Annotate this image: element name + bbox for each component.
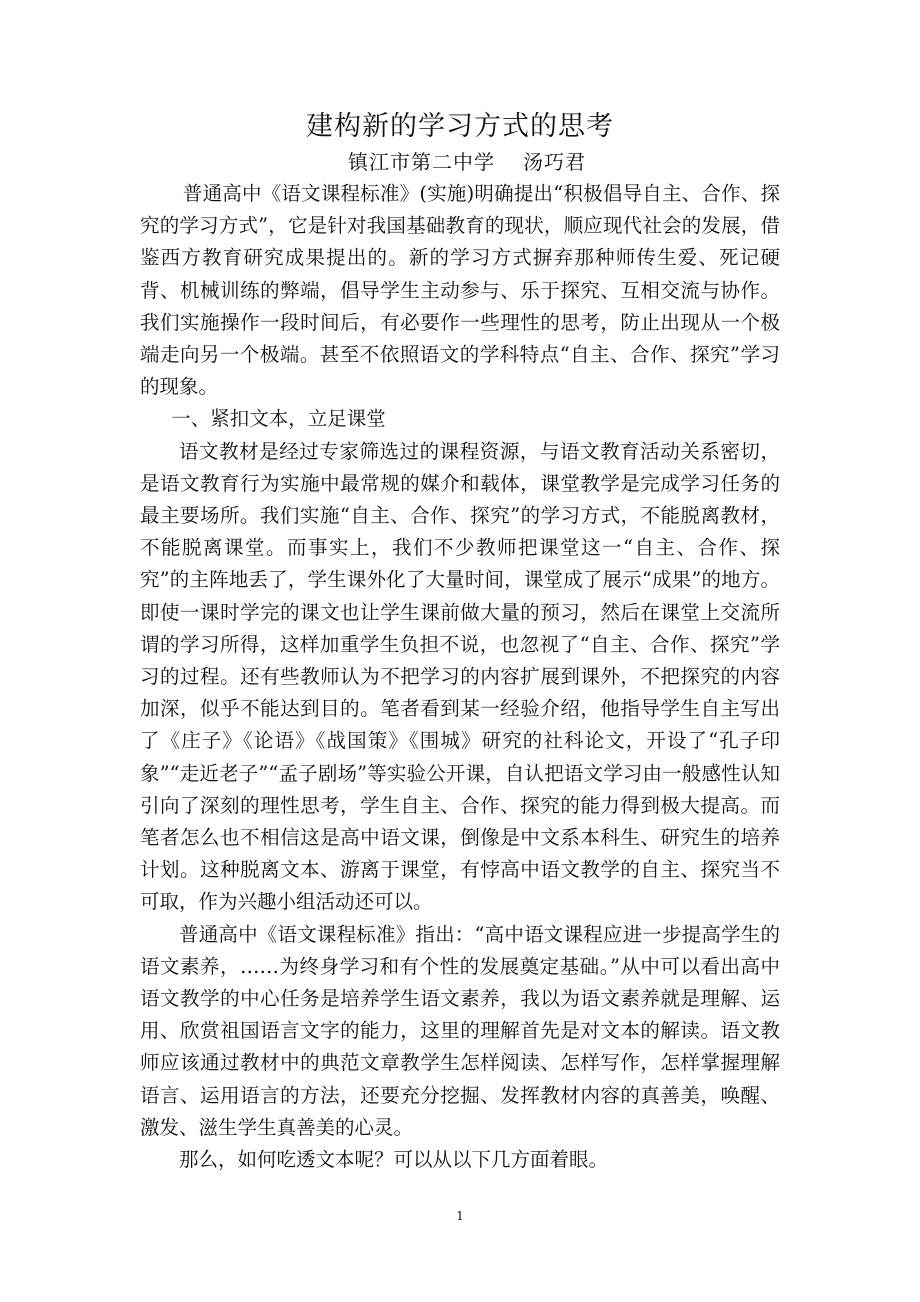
body-paragraph-3: 那么，如何吃透文本呢？可以从以下几方面着眼。 <box>179 1148 609 1172</box>
page-number: 1 <box>456 1209 464 1223</box>
author-byline <box>140 146 780 178</box>
author-school: 镇江市第二中学 <box>348 150 495 174</box>
intro-paragraph: 普通高中《语文课程标准》(实施)明确提出“积极倡导自主、合作、探究的学习方式”，它是针对我国基础教育的现状，顺应现代社会的发展，借鉴西方教育研究成果提出的。新的学习方式摒弃那种师传生爱、死记硬背、机械训练的弊端，倡导学生主动参与、乐于探究、互相交流与协作。我们实施操作一段时间后，有必要作一些理性的思考，防止出现从一个极端走向另一个极端。甚至不依照语文的学科特点“自主、合作、探究”学习的现象。 <box>140 182 780 399</box>
section-heading-1: 一、紧扣文本，立足课堂 <box>171 407 386 431</box>
author-name: 汤巧君 <box>523 150 586 174</box>
document-body <box>140 108 780 1176</box>
body-paragraph-2: 普通高中《语文课程标准》指出：“高中语文课程应进一步提高学生的语文素养，……为终身学习和有个性的发展奠定基础。”从中可以看出高中语文教学的中心任务是培养学生语文素养，我以为语文素养就是理解、运用、欣赏祖国语言文字的能力，这里的理解首先是对文本的解读。语文教师应该通过教材中的典范文章教学生怎样阅读、怎样写作，怎样掌握理解语言、运用语言的方法，还要充分挖掘、发挥教材内容的真善美，唤醒、激发、滋生学生真善美的心灵。 <box>140 922 780 1139</box>
body-paragraph-1: 语文教材是经过专家筛选过的课程资源，与语文教育活动关系密切，是语文教育行为实施中最常规的媒介和载体，课堂教学是完成学习任务的最主要场所。我们实施“自主、合作、探究”的学习方式，不能脱离教材，不能脱离课堂。而事实上，我们不少教师把课堂这一“自主、合作、探究”的主阵地丢了，学生课外化了大量时间，课堂成了展示“成果”的地方。即使一课时学完的课文也让学生课前做大量的预习，然后在课堂上交流所谓的学习所得，这样加重学生负担不说，也忽视了“自主、合作、探究”学习的过程。还有些教师认为不把学习的内容扩展到课外，不把探究的内容加深，似乎不能达到目的。笔者看到某一经验介绍，他指导学生自主写出了《庄子》《论语》《战国策》《围城》研究的社科论文，开设了“孔子印象”“走近老子”“孟子剧场”等实验公开课，自认把语文学习由一般感性认知引向了深刻的理性思考，学生自主、合作、探究的能力得到极大提高。而笔者怎么也不相信这是高中语文课，倒像是中文系本科生、研究生的培养计划。这种脱离文本、游离于课堂，有悖高中语文教学的自主、探究当不可取，作为兴趣小组活动还可以。 <box>140 439 780 914</box>
document-title: 建构新的学习方式的思考 <box>306 111 614 142</box>
